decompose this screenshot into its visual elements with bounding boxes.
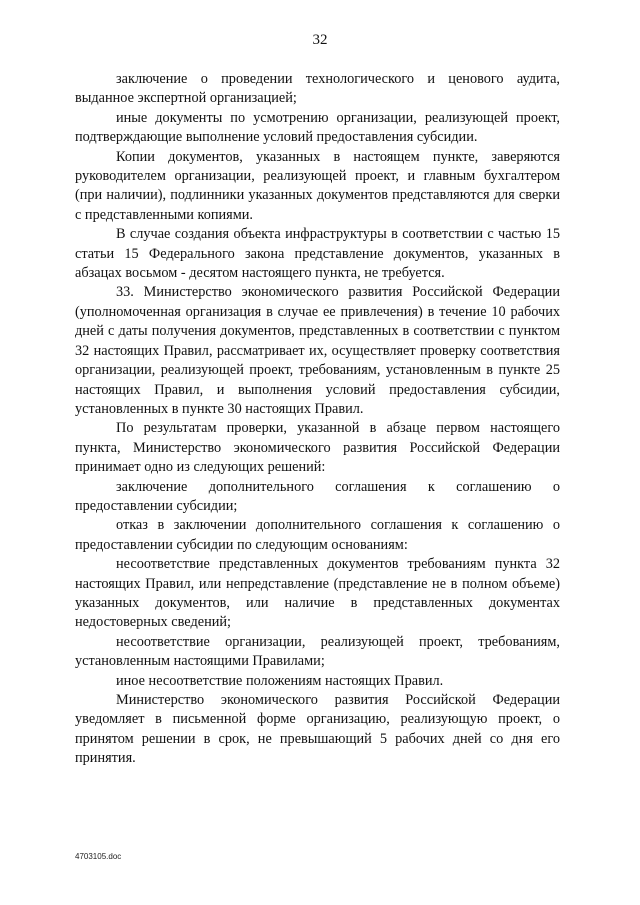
- paragraph-ground-organization: несоответствие организации, реализующей проект, требованиям, установленным настоящими Правилами;: [75, 633, 560, 670]
- paragraph-clause-33: 33. Министерство экономического развития Российской Федерации (уполномоченная организация в случае ее привлечения) в течение 10 рабочих дней с даты получения документов, представленных в соответствии с пунктом 32 настоящих Правил, рассматривает их, осуществляет проверку соответствия организации, реализующей проект, требованиям, установленным в пункте 25 настоящих Правил, и выполнения условий предоставления субсидии, установленных в пункте 30 настоящих Правил.: [75, 284, 560, 417]
- paragraph-copies-certification: Копии документов, указанных в настоящем пункте, заверяются руководителем организации, реализующей проект, и главным бухгалтером (при наличии), подлинники указанных документов представляются для сверки с представленными копиями.: [75, 148, 560, 223]
- paragraph-ground-documents: несоответствие представленных документов требованиям пункта 32 настоящих Правил, или непредставление (представление не в полном объеме) указанных документов, или наличие в представленных документах недостоверных сведений;: [75, 556, 560, 631]
- document-body: [75, 70, 560, 769]
- paragraph-other-documents: иные документы по усмотрению организации, реализующей проект, подтверждающие выполнение условий предоставления субсидии.: [75, 109, 560, 146]
- page-number: 32: [312, 32, 328, 48]
- paragraph-audit-conclusion: заключение о проведении технологического и ценового аудита, выданное экспертной организацией;: [75, 71, 560, 107]
- paragraph-notification: Министерство экономического развития Российской Федерации уведомляет в письменной форме организацию, реализующую проект, о принятом решении в срок, не превышающий 5 рабочих дней со дня его принятия.: [75, 692, 560, 767]
- paragraph-ground-other: иное несоответствие положениям настоящих Правил.: [116, 672, 444, 689]
- paragraph-infrastructure-exception: В случае создания объекта инфраструктуры в соответствии с частью 15 статьи 15 Федерального закона представление документов, указанных в абзацах восьмом - десятом настоящего пункта, не требуется.: [75, 226, 560, 282]
- paragraph-check-results: По результатам проверки, указанной в абзаце первом настоящего пункта, Министерство экономического развития Российской Федерации принимает одно из следующих решений:: [75, 420, 560, 476]
- paragraph-decision-refuse: отказ в заключении дополнительного соглашения к соглашению о предоставлении субсидии по следующим основаниям:: [75, 517, 560, 553]
- footer-document-code: 4703105.doc: [75, 852, 122, 861]
- paragraph-decision-conclude: заключение дополнительного соглашения к соглашению о предоставлении субсидии;: [75, 478, 560, 514]
